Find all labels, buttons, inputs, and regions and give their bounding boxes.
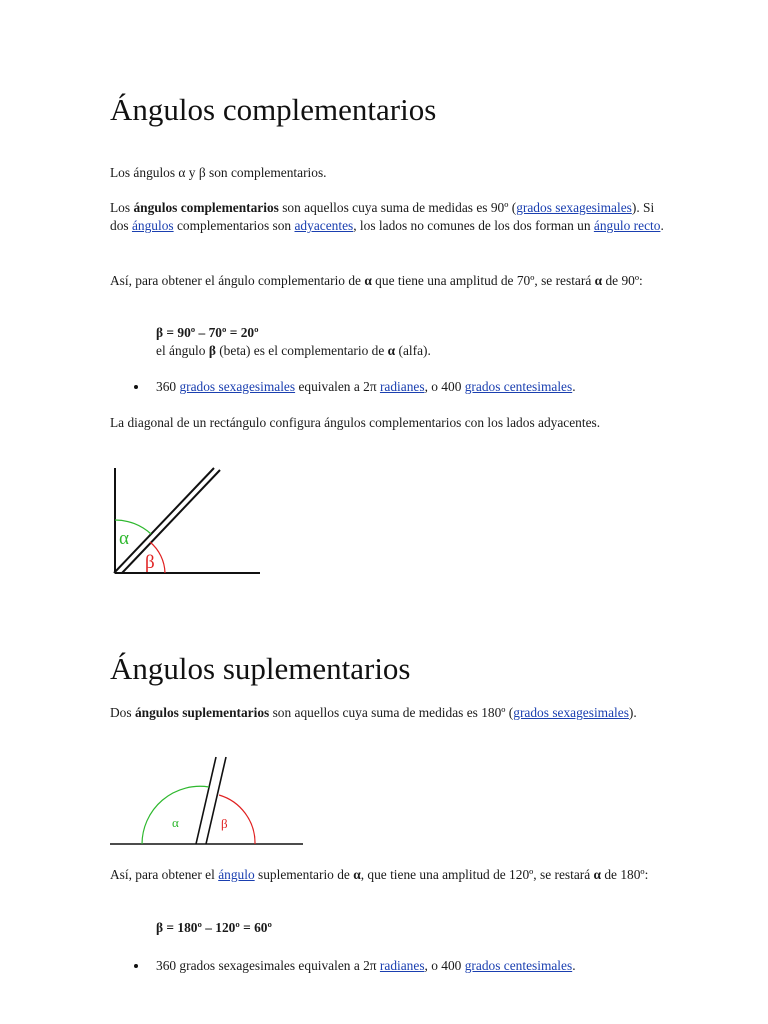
paragraph-diagonal: La diagonal de un rectángulo configura ángulos complementarios con los lados adyacentes.: [110, 415, 601, 430]
beta-label: β: [221, 816, 228, 831]
link-radianes-2[interactable]: radianes: [379, 958, 425, 973]
formula-suplementarios: β = 180º – 120º = 60º: [156, 920, 272, 935]
diagonal-line-a: [114, 468, 214, 573]
paragraph-example-suplementarios: Así, para obtener el ángulo suplementario de α, que tiene una amplitud de 120º, se restará α de 180º:: [110, 867, 649, 882]
link-radianes[interactable]: radianes: [379, 379, 425, 394]
formula-note: el ángulo β (beta) es el complementario de α (alfa).: [156, 343, 431, 358]
beta-label: β: [145, 552, 155, 573]
alpha-label: α: [119, 528, 129, 549]
paragraph-definition-suplementarios: Dos ángulos suplementarios son aquellos cuya suma de medidas es 180º (grados sexagesimales).: [110, 705, 637, 720]
link-angulos[interactable]: ángulos: [131, 218, 174, 233]
link-grados-sexagesimales-2[interactable]: grados sexagesimales: [179, 379, 296, 394]
section-title-suplementarios: Ángulos suplementarios: [110, 651, 411, 686]
link-grados-sexagesimales-3[interactable]: grados sexagesimales: [513, 705, 629, 720]
bullet-equivalencias-1: 360 grados sexagesimales equivalen a 2π radianes, o 400 grados centesimales.: [156, 378, 676, 396]
section-title-complementarios: Ángulos complementarios: [110, 92, 437, 127]
alpha-label: α: [172, 815, 179, 830]
link-angulo[interactable]: ángulo: [218, 867, 255, 882]
diagonal-line-b: [122, 470, 220, 573]
paragraph-definition-complementarios: Los ángulos complementarios son aquellos cuya suma de medidas es 90º (grados sexagesimales). Si dos ángulos complementarios son adyacentes, los lados no comunes de los dos forman un ángulo recto.: [110, 200, 664, 233]
link-grados-centesimales-2[interactable]: grados centesimales: [464, 958, 573, 973]
link-angulo-recto[interactable]: ángulo recto: [593, 218, 661, 233]
caption-complementarios: Los ángulos α y β son complementarios.: [110, 165, 327, 180]
paragraph-example-complementarios: Así, para obtener el ángulo complementario de α que tiene una amplitud de 70º, se restará α de 90º:: [110, 273, 643, 288]
ray-line-a: [196, 757, 216, 844]
formula-complementarios: β = 90º – 70º = 20º: [156, 325, 259, 340]
bullet-equivalencias-2: 360 grados sexagesimales equivalen a 2π radianes, o 400 grados centesimales.: [156, 957, 676, 975]
figure-supplementary-angles: [108, 755, 308, 850]
link-grados-centesimales[interactable]: grados centesimales: [464, 379, 573, 394]
link-adyacentes[interactable]: adyacentes: [294, 218, 354, 233]
link-grados-sexagesimales[interactable]: grados sexagesimales: [516, 200, 632, 215]
figure-complementary-angles: [108, 462, 268, 580]
